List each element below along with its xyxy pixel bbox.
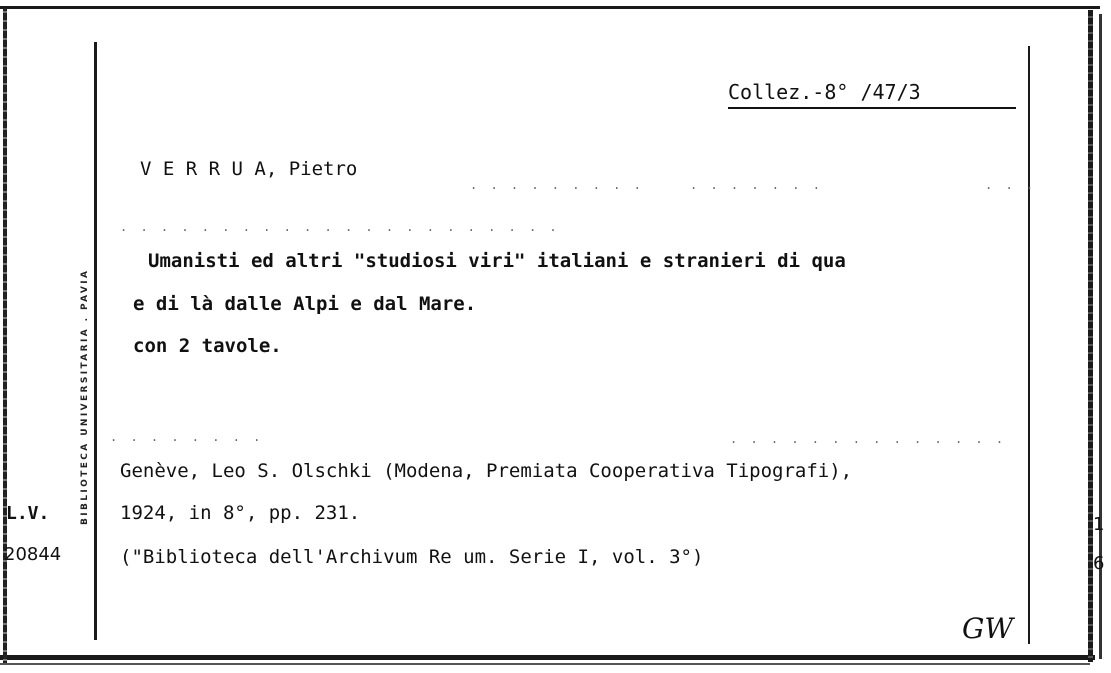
dotted-leader: . . . . . . . [690, 178, 823, 192]
right-margin-mark-bottom: 6 [1093, 553, 1105, 574]
shelfmark: Collez.-8° /47/3 [728, 80, 921, 104]
right-margin-mark-top: 1 [1093, 514, 1105, 535]
dotted-leader: . . . . . . . . . [470, 178, 644, 192]
title-line-3: con 2 tavole. [133, 335, 282, 357]
author-heading: V E R R U A, Pietro [140, 158, 358, 180]
dotted-leader: . . . [985, 178, 1037, 192]
card-top-edge [0, 6, 1100, 9]
handwritten-initials: GW [962, 612, 1014, 645]
left-margin-code: L.V. [6, 503, 50, 524]
left-margin-rule [94, 42, 97, 640]
card-bottom-edge [0, 655, 1095, 660]
shelfmark-underline [728, 107, 1016, 109]
dotted-leader: . . . . . . . . . . . . . . . . . . . . . . [120, 220, 560, 234]
card-bottom-edge-shadow [0, 663, 1090, 665]
imprint-line-1: Genève, Leo S. Olschki (Modena, Premiata Cooperativa Tipografi), [120, 460, 853, 482]
dotted-leader: . . . . . . . . [110, 430, 264, 444]
right-margin-rule [1028, 46, 1030, 644]
title-line-1: Umanisti ed altri "studiosi viri" italiani e stranieri di qua [148, 250, 846, 272]
title-line-2: e di là dalle Alpi e dal Mare. [133, 293, 477, 315]
imprint-line-2: 1924, in 8°, pp. 231. [120, 502, 361, 524]
dotted-leader: . . . . . . . . . . . . . . [730, 432, 1007, 446]
series-statement: ("Biblioteca dell'Archivum Re um. Serie I, vol. 3°) [120, 546, 704, 568]
library-stamp: BIBLIOTECA UNIVERSITARIA . PAVIA [80, 268, 90, 525]
accession-number: 20844 [4, 544, 62, 565]
